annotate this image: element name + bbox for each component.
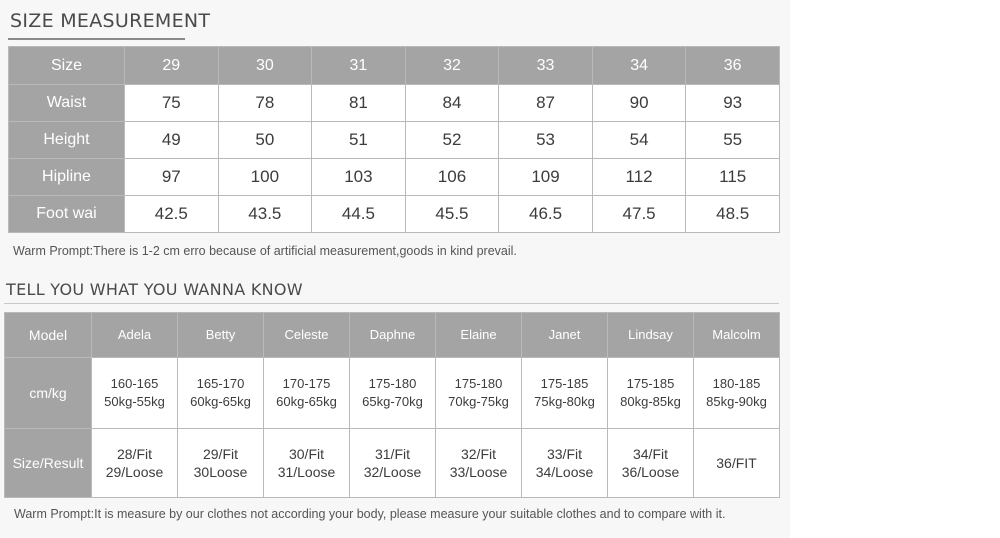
measurement-cell: 106 bbox=[405, 159, 499, 196]
measurement-cell: 43.5 bbox=[218, 196, 312, 233]
measurement-cell: 44.5 bbox=[312, 196, 406, 233]
size-header-cell: 34 bbox=[592, 47, 686, 85]
size-result-cell bbox=[350, 429, 436, 498]
measurement-cell: 97 bbox=[125, 159, 219, 196]
measurement-cell: 81 bbox=[312, 85, 406, 122]
row-label: Foot wai bbox=[9, 196, 125, 233]
cell-line: 70kg-75kg bbox=[448, 394, 509, 409]
measurement-cell: 50 bbox=[218, 122, 312, 159]
measurement-cell: 54 bbox=[592, 122, 686, 159]
measurement-cell: 49 bbox=[125, 122, 219, 159]
size-result-cell bbox=[522, 429, 608, 498]
table-row bbox=[9, 196, 780, 233]
cell-line: 165-170 bbox=[196, 376, 245, 391]
cell-line: 175-185 bbox=[626, 376, 675, 391]
cell-line: 28/Fit bbox=[116, 446, 152, 462]
model-name-cell: Malcolm bbox=[694, 313, 780, 358]
model-name-cell: Betty bbox=[178, 313, 264, 358]
measurement-cell: 115 bbox=[686, 159, 780, 196]
height-weight-cell bbox=[522, 358, 608, 429]
cell-line: 60kg-65kg bbox=[190, 394, 251, 409]
table-row bbox=[9, 122, 780, 159]
measurement-cell: 84 bbox=[405, 85, 499, 122]
cell-line: 60kg-65kg bbox=[276, 394, 337, 409]
cell-line: 65kg-70kg bbox=[362, 394, 423, 409]
title-underline bbox=[8, 38, 185, 40]
height-weight-cell bbox=[92, 358, 178, 429]
title-divider bbox=[4, 303, 779, 304]
height-weight-cell bbox=[436, 358, 522, 429]
row-label: cm/kg bbox=[5, 358, 92, 429]
measurement-cell: 93 bbox=[686, 85, 780, 122]
measurement-cell: 100 bbox=[218, 159, 312, 196]
table-row bbox=[9, 85, 780, 122]
measurement-cell: 103 bbox=[312, 159, 406, 196]
cell-line: 80kg-85kg bbox=[620, 394, 681, 409]
cell-line: 32/Loose bbox=[363, 464, 422, 480]
measurement-cell: 78 bbox=[218, 85, 312, 122]
size-result-cell bbox=[694, 429, 780, 498]
cell-line: 36/Loose bbox=[621, 464, 680, 480]
row-label: Size bbox=[9, 47, 125, 85]
size-result-cell bbox=[608, 429, 694, 498]
model-header-row bbox=[5, 313, 780, 358]
height-weight-cell bbox=[608, 358, 694, 429]
cell-line: 31/Loose bbox=[277, 464, 336, 480]
measurement-cell: 55 bbox=[686, 122, 780, 159]
size-header-cell: 30 bbox=[218, 47, 312, 85]
size-result-cell bbox=[436, 429, 522, 498]
row-label: Model bbox=[5, 313, 92, 358]
height-weight-cell bbox=[178, 358, 264, 429]
height-weight-cell bbox=[694, 358, 780, 429]
measurement-warm-prompt: Warm Prompt:There is 1-2 cm erro because of artificial measurement,goods in kind prevail. bbox=[13, 244, 517, 258]
height-weight-cell bbox=[350, 358, 436, 429]
size-header-cell: 31 bbox=[312, 47, 406, 85]
row-label: Hipline bbox=[9, 159, 125, 196]
size-header-row bbox=[9, 47, 780, 85]
measurement-cell: 46.5 bbox=[499, 196, 593, 233]
fit-warm-prompt: Warm Prompt:It is measure by our clothes not according your body, please measure your suitable clothes and to compare with it. bbox=[14, 507, 726, 521]
cell-line: 30/Fit bbox=[288, 446, 324, 462]
size-result-cell bbox=[178, 429, 264, 498]
cell-line: 31/Fit bbox=[374, 446, 410, 462]
row-label: Height bbox=[9, 122, 125, 159]
model-name-cell: Elaine bbox=[436, 313, 522, 358]
cell-line: 36/FIT bbox=[716, 455, 757, 471]
cell-line: 29/Loose bbox=[105, 464, 164, 480]
cell-line: 50kg-55kg bbox=[104, 394, 165, 409]
measurement-cell: 53 bbox=[499, 122, 593, 159]
cmkg-row bbox=[5, 358, 780, 429]
model-name-cell: Celeste bbox=[264, 313, 350, 358]
cell-line: 175-185 bbox=[540, 376, 589, 391]
cell-line: 180-185 bbox=[712, 376, 761, 391]
cell-line: 34/Fit bbox=[632, 446, 668, 462]
cell-line: 160-165 bbox=[110, 376, 159, 391]
measurement-cell: 51 bbox=[312, 122, 406, 159]
fit-guide-title: TELL YOU WHAT YOU WANNA KNOW bbox=[6, 280, 303, 299]
measurement-cell: 112 bbox=[592, 159, 686, 196]
cell-line: 175-180 bbox=[368, 376, 417, 391]
size-header-cell: 36 bbox=[686, 47, 780, 85]
model-name-cell: Lindsay bbox=[608, 313, 694, 358]
measurement-cell: 47.5 bbox=[592, 196, 686, 233]
measurement-cell: 42.5 bbox=[125, 196, 219, 233]
cell-line: 34/Loose bbox=[535, 464, 594, 480]
size-header-cell: 33 bbox=[499, 47, 593, 85]
height-weight-cell bbox=[264, 358, 350, 429]
cell-line: 175-180 bbox=[454, 376, 503, 391]
cell-line: 33/Fit bbox=[546, 446, 582, 462]
cell-line: 33/Loose bbox=[449, 464, 508, 480]
row-label: Size/Result bbox=[5, 429, 92, 498]
row-label: Waist bbox=[9, 85, 125, 122]
measurement-cell: 90 bbox=[592, 85, 686, 122]
table-row bbox=[9, 159, 780, 196]
size-header-cell: 32 bbox=[405, 47, 499, 85]
measurement-cell: 87 bbox=[499, 85, 593, 122]
model-name-cell: Adela bbox=[92, 313, 178, 358]
measurement-cell: 48.5 bbox=[686, 196, 780, 233]
size-result-cell bbox=[92, 429, 178, 498]
model-fit-table bbox=[4, 312, 780, 498]
size-measurement-table bbox=[8, 46, 780, 233]
size-result-cell bbox=[264, 429, 350, 498]
measurement-cell: 45.5 bbox=[405, 196, 499, 233]
cell-line: 30Loose bbox=[193, 464, 248, 480]
size-result-row bbox=[5, 429, 780, 498]
size-measurement-title: SIZE MEASUREMENT bbox=[10, 10, 211, 32]
cell-line: 170-175 bbox=[282, 376, 331, 391]
model-name-cell: Janet bbox=[522, 313, 608, 358]
model-name-cell: Daphne bbox=[350, 313, 436, 358]
measurement-cell: 75 bbox=[125, 85, 219, 122]
size-header-cell: 29 bbox=[125, 47, 219, 85]
cell-line: 75kg-80kg bbox=[534, 394, 595, 409]
measurement-cell: 109 bbox=[499, 159, 593, 196]
measurement-cell: 52 bbox=[405, 122, 499, 159]
cell-line: 29/Fit bbox=[202, 446, 238, 462]
cell-line: 32/Fit bbox=[460, 446, 496, 462]
cell-line: 85kg-90kg bbox=[706, 394, 767, 409]
